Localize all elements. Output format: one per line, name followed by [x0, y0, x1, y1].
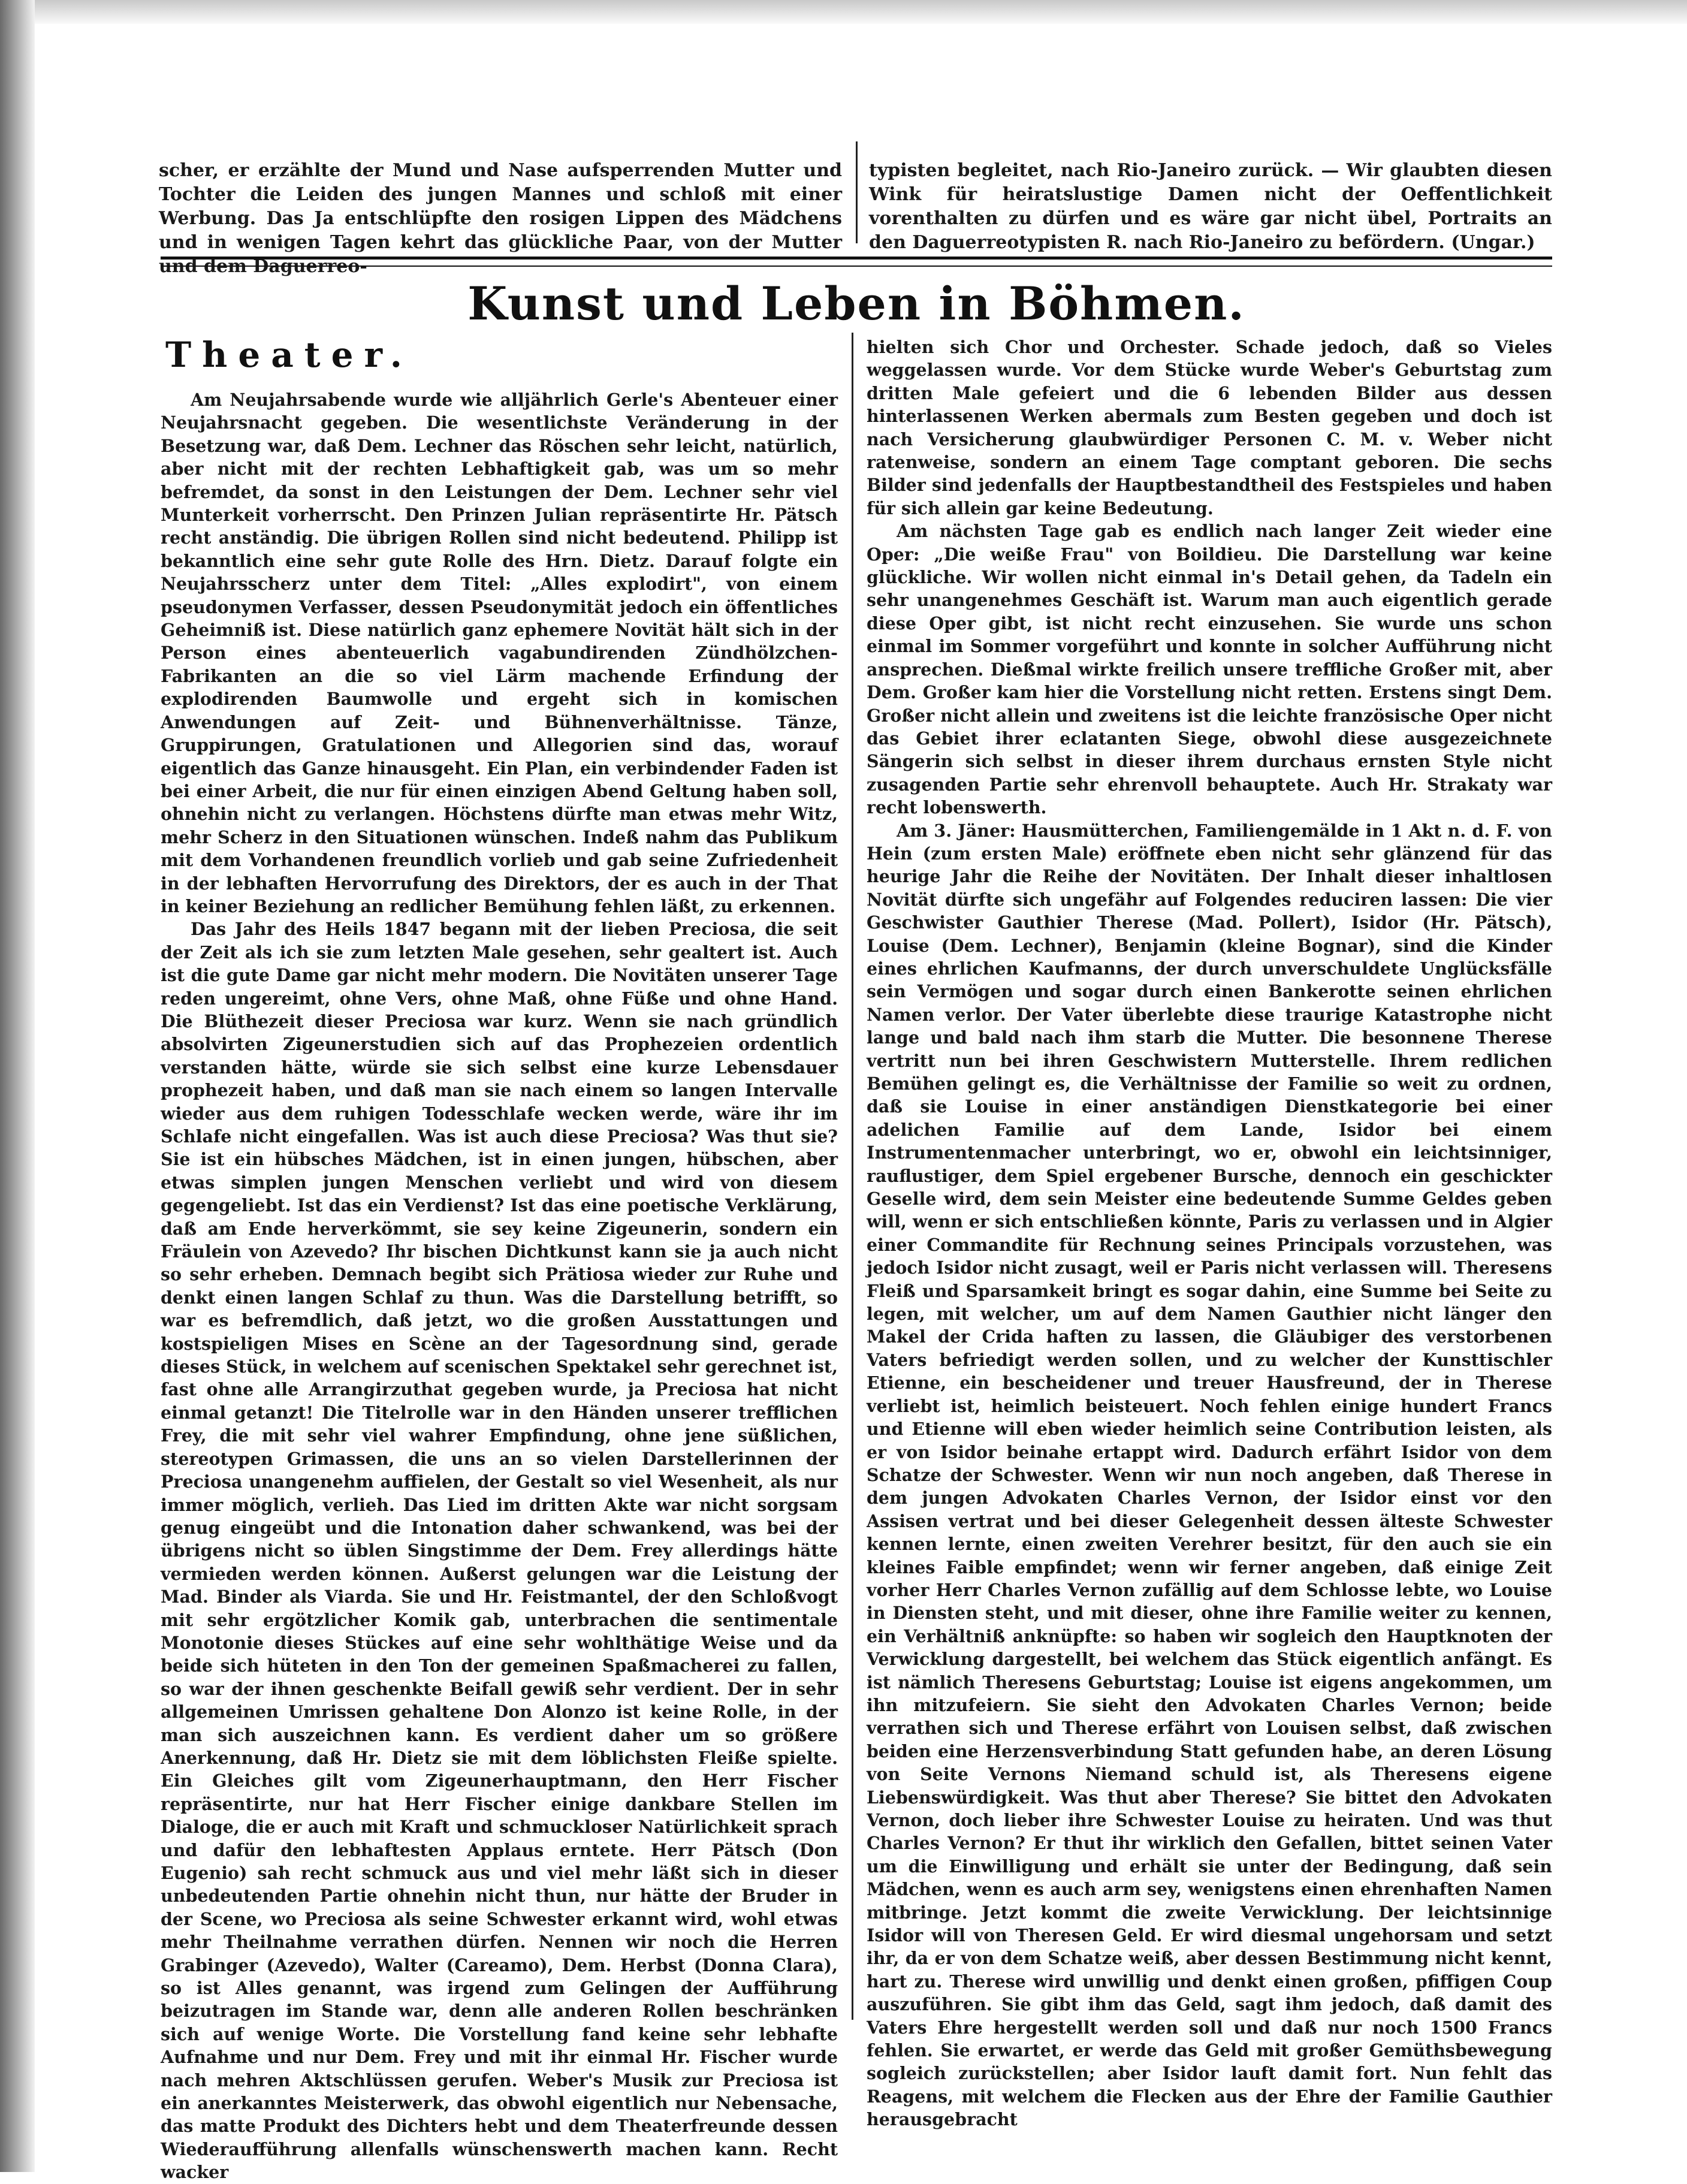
scan-edge-left	[0, 0, 35, 2172]
column-divider	[852, 333, 853, 2020]
continued-article-left-text: scher, er erzählte der Mund und Nase aufsperrenden Mutter und Tochter die Leiden des jungen Mannes und schloß mit einer Werbung. Das Ja entschlüpfte den rosigen Lippen des Mädchens und in wenigen Tagen kehrt das glückliche Paar, von der Mutter und dem Daguerreo-	[159, 160, 842, 277]
right-column	[867, 336, 1552, 2130]
scan-edge-top	[0, 0, 1687, 24]
left-paragraph-1: Am Neujahrsabende wurde wie alljährlich Gerle's Abenteuer einer Neujahrsnacht gegeben. Die wesentlichste Veränderung in der Besetzung war, daß Dem. Lechner das Röschen sehr leicht, natürlich, aber nicht mit der rechten Lebhaftigkeit gab, was um so mehr befremdet, da sonst in den Leistungen der Dem. Lechner sehr viel Munterkeit vorherrscht. Den Prinzen Julian repräsentirte Hr. Pätsch recht anständig. Die übrigen Rollen sind nicht bedeutend. Philipp ist bekanntlich eine sehr gute Rolle des Hrn. Dietz. Darauf folgte ein Neujahrsscherz unter dem Titel: „Alles explodirt", von einem pseudonymen Verfasser, dessen Pseudonymität jedoch ein öffentliches Geheimniß ist. Diese natürlich ganz ephemere Novität hält sich in der Person eines abenteuerlich vagabundirenden Zündhölzchen-Fabrikanten an die so viel Lärm machende Erfindung der explodirenden Baumwolle und ergeht sich in komischen Anwendungen auf Zeit- und Bühnenverhältnisse. Tänze, Gruppirungen, Gratulationen und Allegorien sind das, worauf eigentlich das Ganze hinausgeht. Ein Plan, ein verbindender Faden ist bei einer Arbeit, die nur für einen einzigen Abend Geltung haben soll, ohnehin nicht zu verlangen. Höchstens dürfte man etwas mehr Witz, mehr Scherz in den Situationen wünschen. Indeß nahm das Publikum mit dem Vorhandenen freundlich vorlieb und gab seine Zufriedenheit in der lebhaften Hervorrufung des Direktors, der es auch in der That in keiner Beziehung an redlicher Bemühung fehlen läßt, zu erkennen.	[161, 390, 838, 916]
right-paragraph-3: Am 3. Jäner: Hausmütterchen, Familiengemälde in 1 Akt n. d. F. von Hein (zum ersten Male) eröffnete eben nicht sehr glänzend für das heurige Jahr die Reihe der Novitäten. Der Inhalt dieser inhaltlosen Novität dürfte sich ungefähr auf Folgendes reduciren lassen: Die vier Geschwister Gauthier Therese (Mad. Pollert), Isidor (Hr. Pätsch), Louise (Dem. Lechner), Benjamin (kleine Bognar), sind die Kinder eines ehrlichen Kaufmanns, der durch unverschuldete Unglücksfälle sein Vermögen und sogar durch einen Bankerotte seinen ehrlichen Namen verlor. Der Vater überlebte diese traurige Katastrophe nicht lange und bald nach ihm starb die Mutter. Die besonnene Therese vertritt nun bei ihren Geschwistern Mutterstelle. Ihrem redlichen Bemühen gelingt es, die Verhältnisse der Familie so weit zu ordnen, daß sie Louise in einer anständigen Dienstkategorie bei einer adelichen Familie auf dem Lande, Isidor bei einem Instrumentenmacher unterbringt, wo er, obwohl ein leichtsinniger, rauflustiger, dem Spiel ergebener Bursche, dennoch ein geschickter Geselle wird, dem sein Meister eine bedeutende Summe Geldes geben will, wenn er sich entschließen könnte, Paris zu verlassen und in Algier einer Commandite für Rechnung seines Principals vorzustehen, was jedoch Isidor nicht zusagt, weil er Paris nicht verlassen will. Theresens Fleiß und Sparsamkeit bringt es sogar dahin, eine Summe bei Seite zu legen, mit welcher, um auf dem Namen Gauthier nicht länger den Makel der Crida haften zu lassen, die Gläubiger des verstorbenen Vaters befriedigt werden sollen, und zu welcher der Kunsttischler Etienne, ein bescheidener und treuer Hausfreund, der in Therese verliebt ist, heimlich beisteuert. Noch fehlen einige hundert Francs und Etienne will eben wieder heimlich seine Contribution leisten, als er von Isidor beinahe ertappt wird. Dadurch erfährt Isidor von dem Schatze der Schwester. Wenn wir nun noch angeben, daß Therese in dem jungen Advokaten Charles Vernon, der Isidor einst vor den Assisen vertrat und bei dieser Gelegenheit dessen älteste Schwester kennen lernte, einen zweiten Verehrer besitzt, für den auch sie ein kleines Faible empfindet; wenn wir ferner angeben, daß einige Zeit vorher Herr Charles Vernon zufällig auf dem Schlosse lebte, wo Louise in Diensten steht, und mit dieser, ohne ihre Familie weiter zu kennen, ein Verhältniß anknüpfte: so haben wir sogleich den Hauptknoten der Verwicklung dargestellt, bei welchem das Stück eigentlich anfängt. Es ist nämlich Theresens Geburtstag; Louise ist eigens angekommen, um ihn mitzufeiern. Sie sieht den Advokaten Charles Vernon; beide verrathen sich und Therese erfährt von Louisen selbst, daß zwischen beiden eine Herzensverbindung Statt gefunden habe, an deren Lösung von Seite Vernons Niemand schuld ist, als Theresens eigene Liebenswürdigkeit. Was thut aber Therese? Sie bittet den Advokaten Vernon, doch lieber ihre Schwester Louise zu heiraten. Und was thut Charles Vernon? Er thut ihr wirklich den Gefallen, bittet seinen Vater um die Einwilligung und erhält sie unter der Bedingung, daß sein Mädchen, wenn es auch arm sey, wenigstens einen ehrenhaften Namen mitbringe. Jetzt kommt die zweite Verwicklung. Der leichtsinnige Isidor will von Theresen Geld. Er wird diesmal ungehorsam und setzt ihr, da er von dem Schatze weiß, aber dessen Bestimmung nicht kennt, hart zu. Therese wird unwillig und denkt einen großen, pfiffigen Coup auszuführen. Sie gibt ihm das Geld, sagt ihm jedoch, daß damit des Vaters Ehre hergestellt werden soll und daß nur noch 1500 Francs fehlen. Sie erwartet, er werde das Geld mit großer Gemüthsbewegung sogleich zurückstellen; aber Isidor lauft damit fort. Nun fehlt das Reagens, mit welchem die Flecken aus der Ehre der Familie Gauthier herausgebracht	[867, 820, 1552, 2130]
section-title: Kunst und Leben in Böhmen.	[467, 277, 1245, 330]
top-column-divider	[856, 141, 858, 243]
section-subtitle: Theater.	[165, 334, 413, 375]
right-paragraph-2: Am nächsten Tage gab es endlich nach langer Zeit wieder eine Oper: „Die weiße Frau" von Boildieu. Die Darstellung war keine glückliche. Wir wollen nicht einmal in's Detail gehen, da Tadeln ein sehr unangenehmes Geschäft ist. Warum man auch eigentlich gerade diese Oper gibt, ist nicht recht einzusehen. Sie wurde uns schon einmal im Sommer vorgeführt und konnte in solcher Aufführung nicht ansprechen. Dießmal wirkte freilich unsere treffliche Großer mit, aber Dem. Großer kam hier die Vorstellung nicht retten. Erstens singt Dem. Großer nicht allein und zweitens ist die leichte französische Oper nicht das Gebiet ihrer eclatanten Siege, obwohl diese ausgezeichnete Sängerin sich selbst in dieser ihrem durchaus ernsten Style nicht zusagenden Partie sehr ehrenvoll behauptete. Auch Hr. Strakaty war recht lobenswerth.	[867, 521, 1552, 818]
left-column	[161, 334, 838, 2183]
right-paragraph-1: hielten sich Chor und Orchester. Schade jedoch, daß so Vieles weggelassen wurde. Vor dem Stücke wurde Weber's Geburtstag zum dritten Male gefeiert und die 6 lebenden Bilder aus dessen hinterlassenen Werken abermals zum Besten gegeben und doch ist nach Versicherung glaubwürdiger Personen C. M. v. Weber nicht ratenweise, sondern an einem Tage comptant geboren. Die sechs Bilder sind jedenfalls der Hauptbestandtheil des Festspieles und haben für sich allein gar keine Bedeutung.	[867, 337, 1552, 518]
continued-article-right-text: typisten begleitet, nach Rio-Janeiro zurück. — Wir glaubten diesen Wink für heiratslustige Damen nicht der Oeffentlichkeit vorenthalten zu dürfen und es wäre gar nicht übel, Portraits an den Daguerreotypisten R. nach Rio-Janeiro zu befördern. (Ungar.)	[869, 160, 1552, 253]
left-paragraph-2: Das Jahr des Heils 1847 begann mit der lieben Preciosa, die seit der Zeit als ich sie zum letzten Male gesehen, sehr gealtert ist. Auch ist die gute Dame gar nicht mehr modern. Die Novitäten unserer Tage reden ungereimt, ohne Vers, ohne Maß, ohne Füße und ohne Hand. Die Blüthezeit dieser Preciosa war kurz. Wenn sie nach gründlich absolvirten Zigeunerstudien sich auf das Prophezeien ordentlich verstanden hätte, würde sie sich selbst eine kurze Lebensdauer prophezeit haben, und daß man sie nach einem so langen Intervalle wieder aus dem ruhigen Todesschlafe wecken werde, wäre ihr im Schlafe nicht eingefallen. Was ist auch diese Preciosa? Was thut sie? Sie ist ein hübsches Mädchen, ist in einen jungen, hübschen, aber etwas simplen jungen Menschen verliebt und wird von diesem gegengeliebt. Ist das ein Verdienst? Ist das eine poetische Verklärung, daß am Ende herverkömmt, sie sey keine Zigeunerin, sondern ein Fräulein von Azevedo? Ihr bischen Dichtkunst kann sie ja auch nicht so sehr erheben. Demnach begibt sich Prätiosa wieder zur Ruhe und denkt einen langen Schlaf zu thun. Was die Darstellung betrifft, so war es befremdlich, daß jetzt, wo die großen Ausstattungen und kostspieligen Mises en Scène an der Tagesordnung sind, gerade dieses Stück, in welchem auf scenischen Spektakel sehr gerechnet ist, fast ohne alle Arrangirzuthat gegeben wurde, ja Preciosa hat nicht einmal getanzt! Die Titelrolle war in den Händen unserer trefflichen Frey, die mit sehr viel wahrer Empfindung, ohne jene süßlichen, stereotypen Grimassen, die uns an so vielen Darstellerinnen der Preciosa unangenehm auffielen, der Gestalt so viel Wesenheit, als nur immer möglich, verlieh. Das Lied im dritten Akte war nicht sorgsam genug eingeübt und die Intonation daher schwankend, was bei der übrigens nicht so üblen Singstimme der Dem. Frey allerdings hätte vermieden werden können. Außerst gelungen war die Leistung der Mad. Binder als Viarda. Sie und Hr. Feistmantel, der den Schloßvogt mit sehr ergötzlicher Komik gab, unterbrachen die sentimentale Monotonie dieses Stückes auf eine sehr wohlthätige Weise und da beide sich hüteten in den Ton der gemeinen Spaßmacherei zu fallen, so war der ihnen geschenkte Beifall gewiß sehr verdient. Der in sehr allgemeinen Umrissen gehaltene Don Alonzo ist keine Rolle, in der man sich auszeichnen kann. Es verdient daher um so größere Anerkennung, daß Hr. Dietz sie mit dem löblichsten Fleiße spielte. Ein Gleiches gilt vom Zigeunerhauptmann, den Herr Fischer repräsentirte, nur hat Herr Fischer einige dankbare Stellen im Dialoge, die er auch mit Kraft und schmuckloser Natürlichkeit sprach und dafür den lebhaftesten Applaus erntete. Herr Pätsch (Don Eugenio) sah recht schmuck aus und viel mehr läßt sich in dieser unbedeutenden Partie ohnehin nicht thun, nur hätte der Bruder in der Scene, wo Preciosa als seine Schwester erkannt wird, wohl etwas mehr Theilnahme verrathen dürfen. Nennen wir noch die Herren Grabinger (Azevedo), Walter (Careamo), Dem. Herbst (Donna Clara), so ist Alles genannt, was irgend zum Gelingen der Aufführung beizutragen im Stande war, denn alle anderen Rollen beschränken sich auf wenige Worte. Die Vorstellung fand keine sehr lebhafte Aufnahme und nur Dem. Frey und mit ihr einmal Hr. Fischer wurde nach mehren Aktschlüssen gerufen. Weber's Musik zur Preciosa ist ein anerkanntes Meisterwerk, das obwohl eigentlich nur Nebensache, das matte Produkt des Dichters hebt und dem Theaterfreunde dessen Wiederaufführung allenfalls wünschenswerth machen kann. Recht wacker	[161, 919, 838, 2183]
section-rule	[161, 257, 1552, 267]
